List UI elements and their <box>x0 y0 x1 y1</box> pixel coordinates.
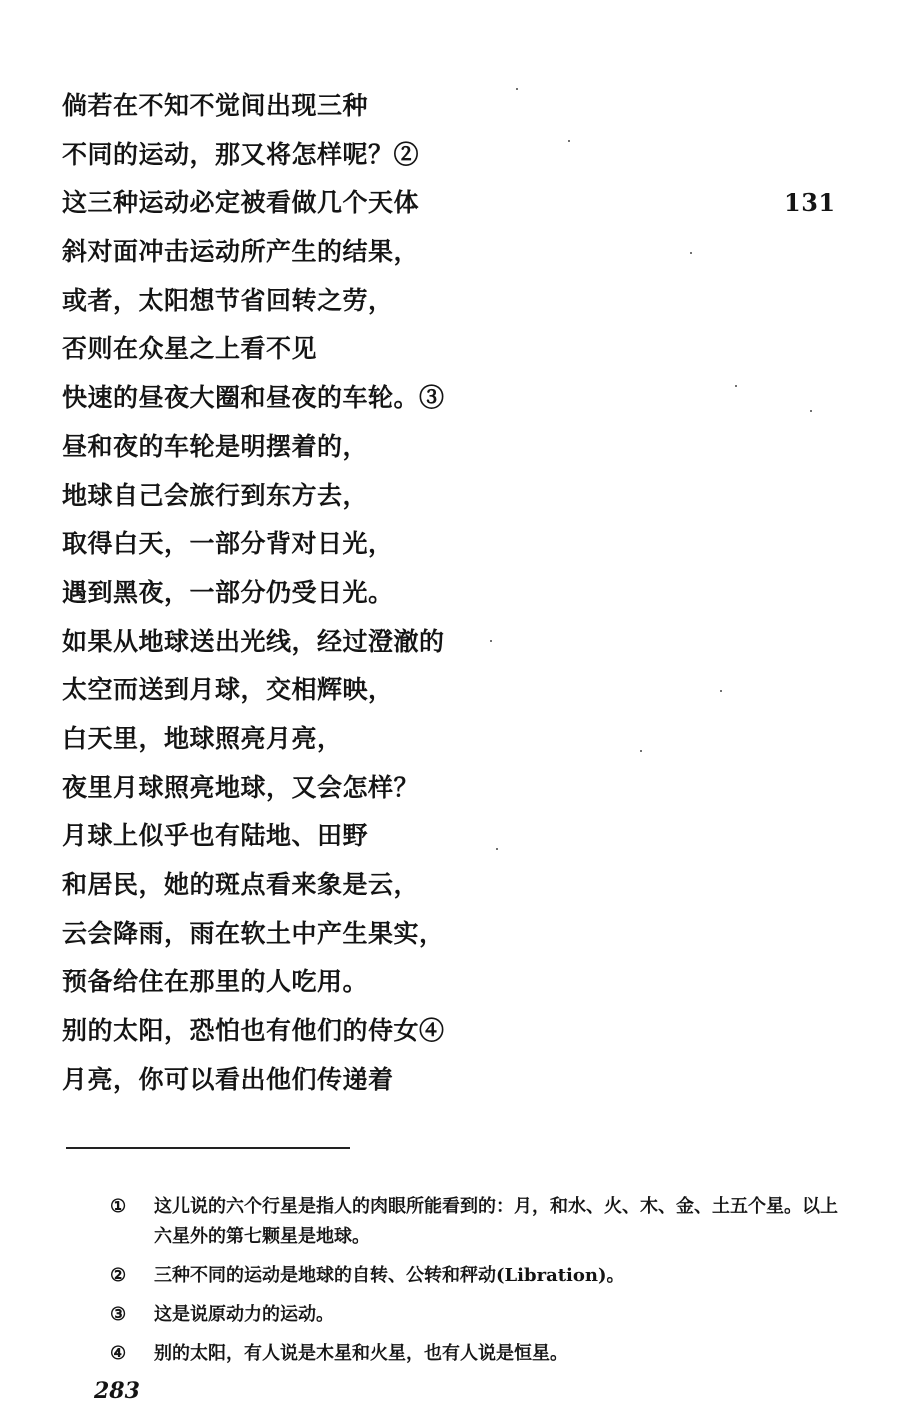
footnote-divider <box>66 1147 350 1149</box>
verse-line: 夜里月球照亮地球，又会怎样？ <box>62 772 420 802</box>
scan-speck <box>810 410 812 412</box>
footnote-text: 这儿说的六个行星是指人的肉眼所能看到的：月，和水、火、木、金、土五个星。以上六星外的第七颗星是地球。 <box>154 1196 838 1247</box>
scan-speck <box>735 385 737 387</box>
verse-line: 斜对面冲击运动所产生的结果， <box>62 237 420 267</box>
line-number: 131 <box>784 188 836 217</box>
verse-line: 白天里，地球照亮月亮， <box>62 723 343 753</box>
verse-line: 这三种运动必定被看做几个天体 <box>62 188 420 218</box>
footnote <box>110 1300 850 1330</box>
verse-line: 倘若在不知不觉间出现三种 <box>62 91 369 120</box>
verse-line: 否则在众星之上看不见 <box>62 334 318 364</box>
scan-speck <box>568 140 570 142</box>
footnote-marker: ④ <box>110 1343 127 1364</box>
scan-speck <box>640 750 642 752</box>
verse-line: 月亮，你可以看出他们传递着 <box>62 1064 394 1094</box>
footnote <box>110 1192 850 1252</box>
verse-line: 昼和夜的车轮是明摆着的， <box>62 431 369 461</box>
footnote-marker: ③ <box>110 1304 127 1325</box>
verse-line: 遇到黑夜，一部分仍受日光。 <box>62 577 394 607</box>
verse-line: 地球自己会旅行到东方去， <box>62 480 369 510</box>
scan-speck <box>490 640 492 642</box>
scan-speck <box>690 252 692 254</box>
verse-line: 如果从地球送出光线，经过澄澈的 <box>62 626 445 656</box>
verse-line: 快速的昼夜大圈和昼夜的车轮。③ <box>62 383 445 413</box>
verse-line: 取得白天，一部分背对日光， <box>62 529 394 559</box>
footnote-text: 三种不同的运动是地球的自转、公转和秤动(Libration)。 <box>154 1265 625 1286</box>
footnote-text: 这是说原动力的运动。 <box>154 1304 334 1325</box>
verse-line: 月球上似乎也有陆地、田野 <box>62 821 369 851</box>
verse-line: 不同的运动，那又将怎样呢？② <box>62 139 420 169</box>
scan-speck <box>516 88 518 90</box>
footnote-text: 别的太阳，有人说是木星和火星，也有人说是恒星。 <box>154 1343 568 1364</box>
poem-verse <box>62 82 582 1104</box>
footnotes <box>110 1192 850 1378</box>
footnote-marker: ① <box>110 1196 127 1217</box>
verse-line: 云会降雨，雨在软土中产生果实， <box>62 918 445 948</box>
footnote <box>110 1339 850 1369</box>
verse-line: 太空而送到月球，交相辉映， <box>62 675 394 705</box>
verse-line: 和居民，她的斑点看来象是云， <box>62 870 420 899</box>
page-number: 283 <box>94 1378 140 1404</box>
scan-speck <box>720 690 722 692</box>
scan-speck <box>496 848 498 850</box>
footnote-marker: ② <box>110 1265 127 1286</box>
footnote <box>110 1261 850 1291</box>
verse-line: 预备给住在那里的人吃用。 <box>62 967 369 997</box>
verse-line: 别的太阳，恐怕也有他们的侍女④ <box>62 1016 445 1046</box>
verse-line: 或者，太阳想节省回转之劳， <box>62 285 394 315</box>
